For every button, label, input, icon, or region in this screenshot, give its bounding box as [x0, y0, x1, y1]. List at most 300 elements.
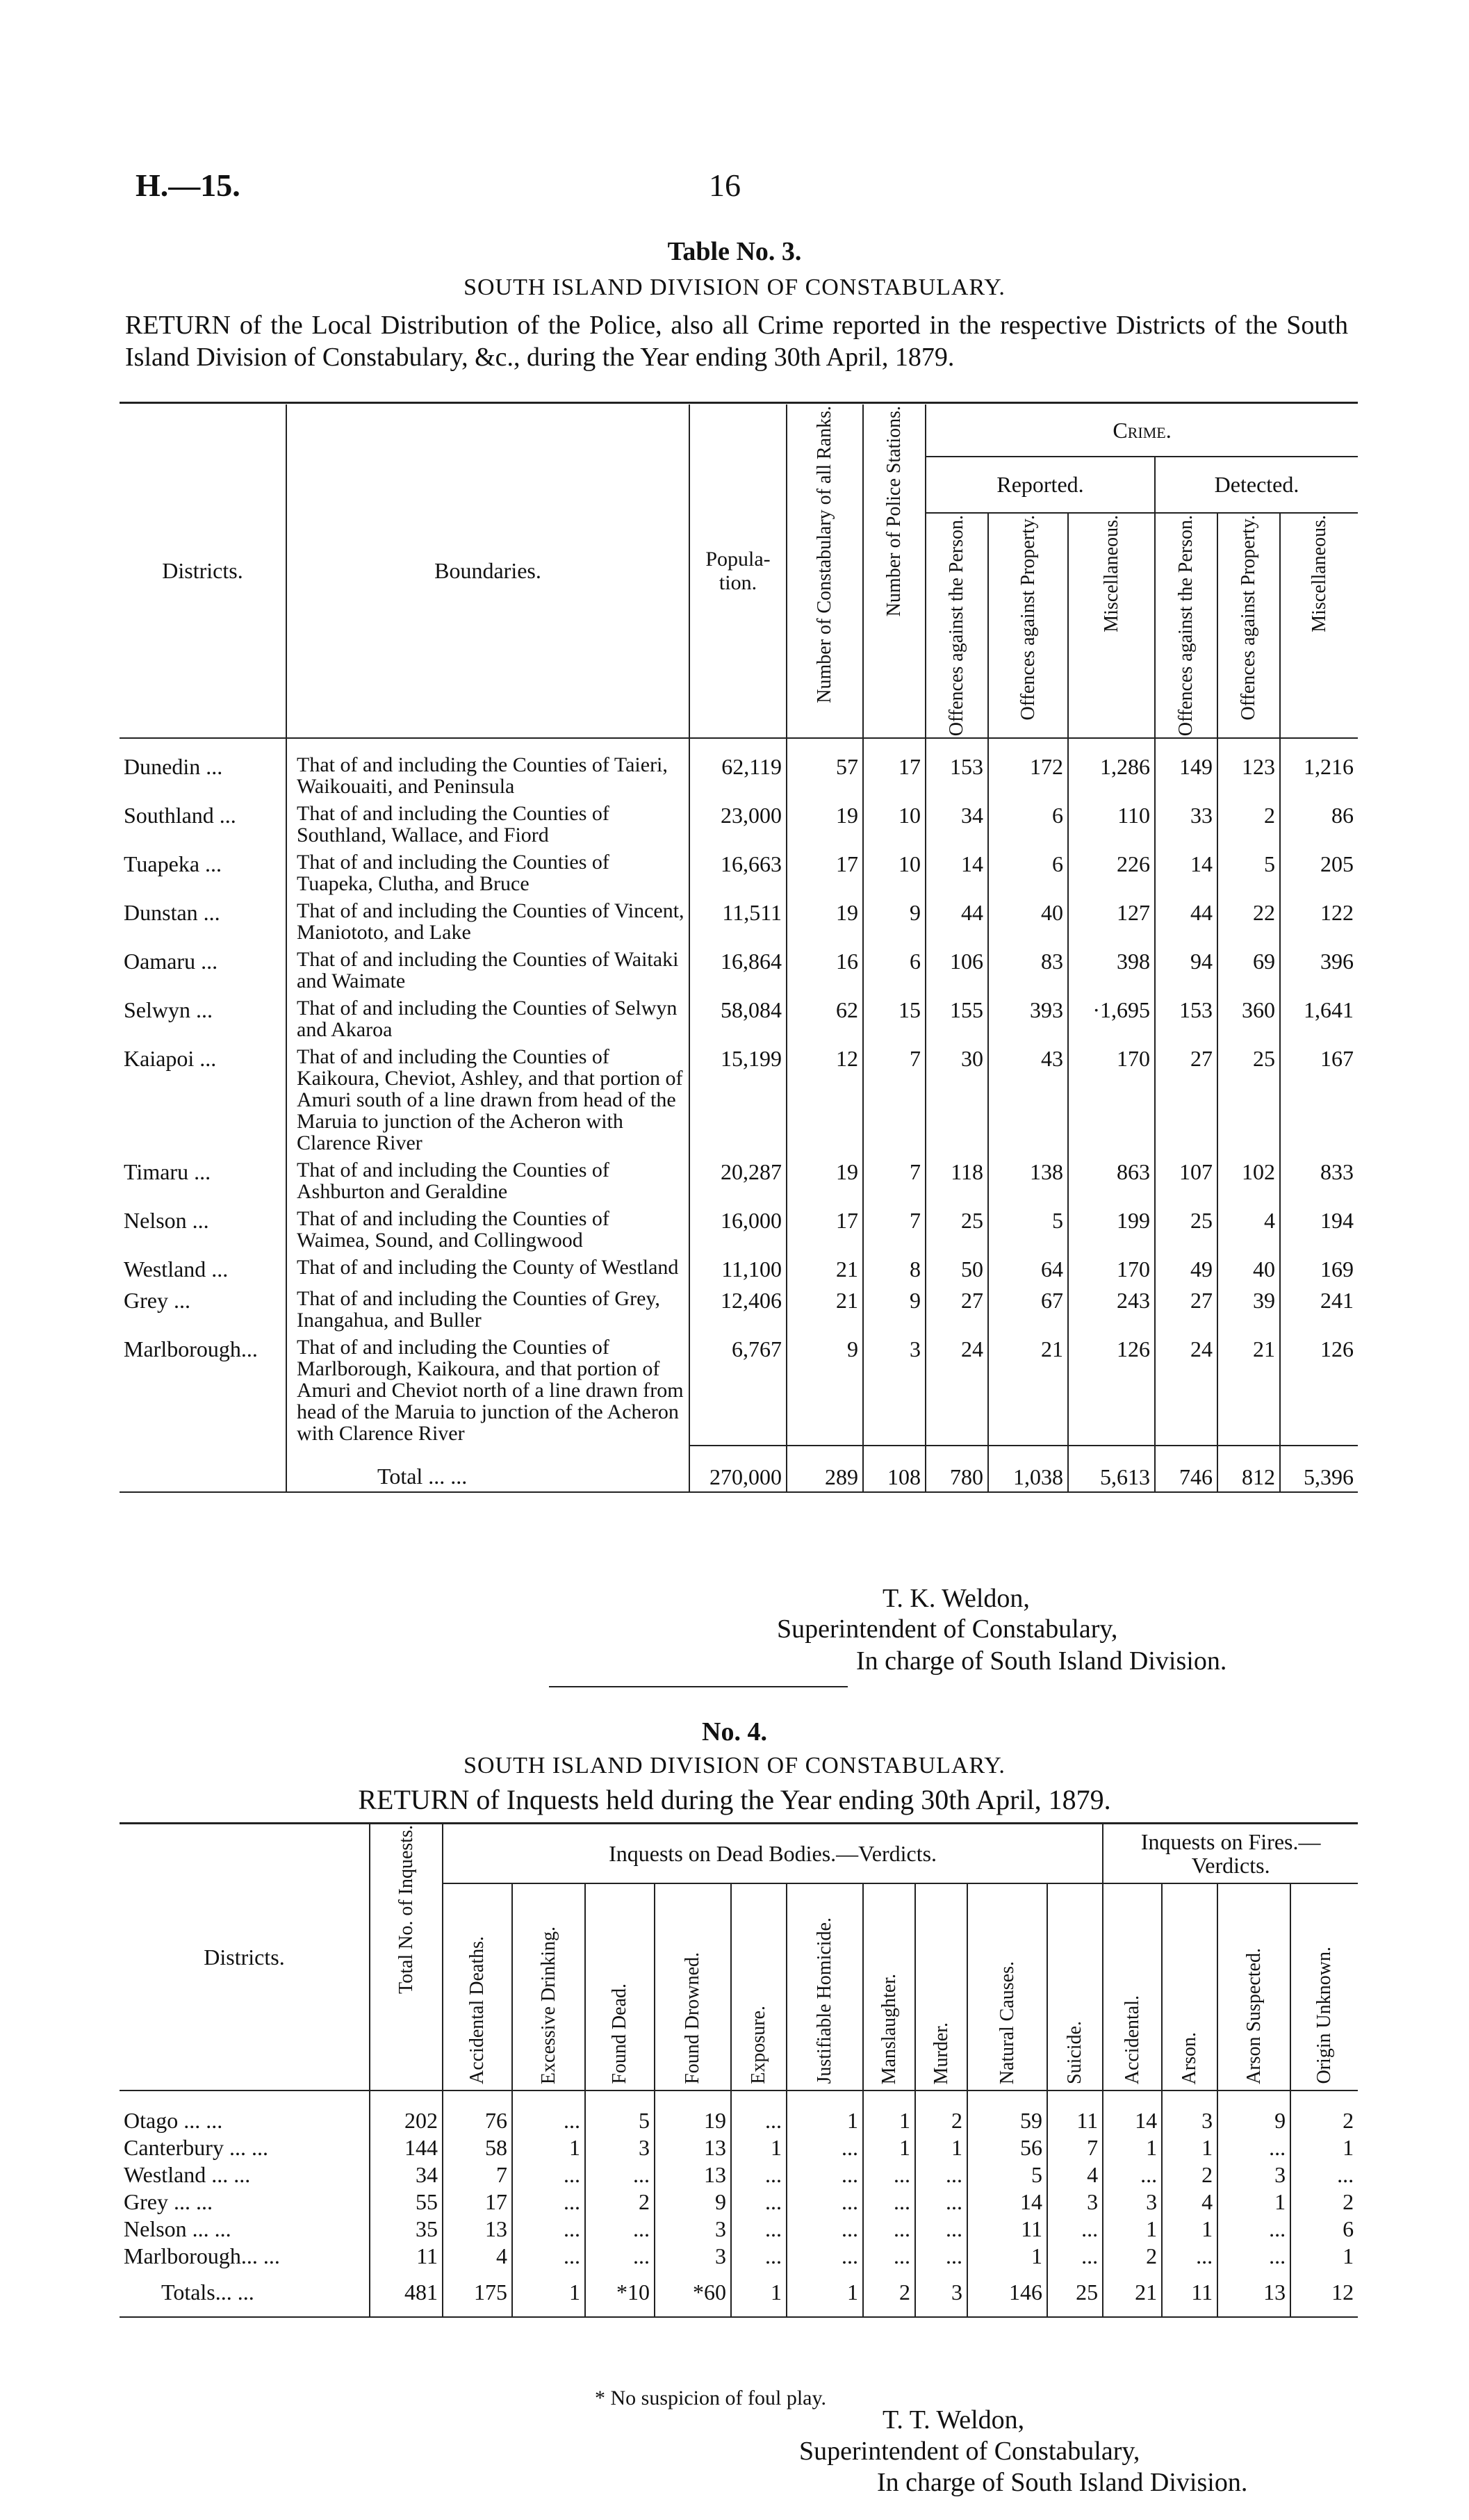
col4-districts: Districts.: [120, 1824, 370, 2091]
cell-rep-misc: 1,286: [1068, 738, 1155, 799]
cell-det-person: 27: [1155, 1284, 1217, 1332]
table3-signature-title: Superintendent of Constabulary,: [777, 1614, 1118, 1644]
district-name: Selwyn ...: [120, 993, 286, 1042]
col4-suicide: Suicide.: [1047, 1883, 1103, 2091]
inquest-cell: ...: [731, 2161, 787, 2188]
cell-rep-person: 153: [926, 738, 988, 799]
table4-title: No. 4.: [702, 1717, 767, 1746]
cell-population: 15,199: [689, 1042, 787, 1155]
table-row: [120, 2243, 1358, 2270]
table-row: [120, 799, 1358, 847]
inquest-cell: ...: [787, 2188, 863, 2216]
totals-cell: 1: [787, 2270, 863, 2317]
cell-det-property: 102: [1217, 1155, 1280, 1204]
district-boundaries: That of and including the Counties of Waitaki and Waimate: [286, 944, 689, 993]
col-det-property: Offences against Property.: [1217, 513, 1280, 738]
table3-subtitle: SOUTH ISLAND DIVISION OF CONSTABULARY.: [463, 275, 1006, 300]
cell-rep-property: 393: [988, 993, 1068, 1042]
inquest-cell: ...: [512, 2216, 585, 2243]
cell-stations: 3: [863, 1332, 926, 1446]
district-name: Timaru ...: [120, 1155, 286, 1204]
inquest-cell: 9: [655, 2188, 731, 2216]
inquest-cell: ...: [1047, 2216, 1103, 2243]
cell-rep-misc: 226: [1068, 847, 1155, 896]
cell-rep-person: 155: [926, 993, 988, 1042]
district-name: Westland ...: [120, 1252, 286, 1284]
cell-rep-person: 34: [926, 799, 988, 847]
totals-cell: *60: [655, 2270, 731, 2317]
inquest-cell: 17: [443, 2188, 512, 2216]
inquest-cell: ...: [1217, 2243, 1290, 2270]
totals-cell: 25: [1047, 2270, 1103, 2317]
cell-det-misc: 833: [1320, 1159, 1354, 1185]
table-row: [120, 944, 1358, 993]
cell-det-misc: 205: [1320, 851, 1354, 877]
col-detected: Detected.: [1155, 457, 1358, 513]
cell-rep-person: 106: [926, 944, 988, 993]
cell-rep-misc: 127: [1068, 896, 1155, 944]
cell-rep-person: 27: [926, 1284, 988, 1332]
total-rep-misc: 5,613: [1068, 1446, 1155, 1492]
inquest-cell: ...: [863, 2188, 915, 2216]
inquest-cell: 1: [512, 2134, 585, 2161]
cell-det-person: 25: [1155, 1204, 1217, 1252]
cell-det-misc: 126: [1320, 1336, 1354, 1362]
cell-population: 11,100: [689, 1252, 787, 1284]
table-row: [120, 1284, 1358, 1332]
table-row: [120, 2134, 1358, 2161]
table-row: [120, 2188, 1358, 2216]
cell-det-person: 33: [1155, 799, 1217, 847]
inquest-cell: 35: [370, 2216, 443, 2243]
inquest-cell: 4: [443, 2243, 512, 2270]
district-name: Dunstan ...: [120, 896, 286, 944]
col-stations: Number of Police Stations.: [863, 404, 926, 738]
cell-rep-person: 50: [926, 1252, 988, 1284]
district-name: Marlborough... ...: [120, 2243, 370, 2270]
inquest-cell: ...: [863, 2243, 915, 2270]
table-row: [120, 1042, 1358, 1155]
district-boundaries: That of and including the Counties of Marlborough, Kaikoura, and that portion of Amuri and Cheviot north of a line drawn from head of the Maruia to junction of the Acheron with Clarence River: [286, 1332, 689, 1446]
district-boundaries: That of and including the Counties of Kaikoura, Cheviot, Ashley, and that portion of Amuri south of a line drawn from head of the Maruia to junction of the Acheron with Clarence River: [286, 1042, 689, 1155]
inquest-cell: ...: [512, 2091, 585, 2134]
inquest-cell: 1: [787, 2091, 863, 2134]
cell-det-person: 44: [1155, 896, 1217, 944]
inquest-cell: 3: [585, 2134, 655, 2161]
cell-det-misc: 1,641: [1304, 997, 1354, 1023]
col-rep-misc: Miscellaneous.: [1068, 513, 1155, 738]
inquest-cell: ...: [787, 2134, 863, 2161]
table3-police-distribution: [120, 404, 1358, 1493]
cell-rep-misc: 863: [1068, 1155, 1155, 1204]
col-rep-property: Offences against Property.: [988, 513, 1068, 738]
total-det-person: 746: [1155, 1446, 1217, 1492]
inquest-cell: 1: [863, 2134, 915, 2161]
cell-population: 12,406: [689, 1284, 787, 1332]
cell-population: 62,119: [689, 738, 787, 799]
cell-det-misc: 1,216: [1304, 754, 1354, 780]
district-boundaries: That of and including the Counties of Taieri, Waikouaiti, and Peninsula: [286, 738, 689, 799]
cell-rep-property: 6: [988, 799, 1068, 847]
cell-det-misc: 167: [1320, 1046, 1354, 1072]
inquest-cell: 3: [1162, 2091, 1217, 2134]
section-divider: [549, 1686, 848, 1687]
inquest-cell: ...: [585, 2161, 655, 2188]
cell-constabulary: 19: [787, 896, 863, 944]
inquest-cell: 1: [1343, 2135, 1354, 2160]
inquest-cell: 1: [1343, 2243, 1354, 2268]
table4-signature-title: Superintendent of Constabulary,: [799, 2437, 1140, 2466]
cell-rep-property: 138: [988, 1155, 1068, 1204]
cell-det-person: 49: [1155, 1252, 1217, 1284]
inquest-cell: ...: [915, 2188, 967, 2216]
col-det-misc: Miscellaneous.: [1280, 513, 1358, 738]
inquest-cell: 202: [370, 2091, 443, 2134]
inquest-cell: ...: [731, 2091, 787, 2134]
inquest-cell: 3: [1047, 2188, 1103, 2216]
district-name: Marlborough...: [120, 1332, 286, 1446]
cell-stations: 9: [863, 896, 926, 944]
totals-cell: 1: [731, 2270, 787, 2317]
col-boundaries: Boundaries.: [286, 404, 689, 738]
inquest-cell: 58: [443, 2134, 512, 2161]
inquest-cell: 13: [655, 2134, 731, 2161]
cell-constabulary: 62: [787, 993, 863, 1042]
inquest-cell: 11: [967, 2216, 1047, 2243]
cell-det-property: 5: [1217, 847, 1280, 896]
totals-cell: 1: [512, 2270, 585, 2317]
cell-rep-misc: 243: [1068, 1284, 1155, 1332]
district-name: Nelson ... ...: [120, 2216, 370, 2243]
col4-origin-unknown: Origin Unknown.: [1290, 1883, 1358, 2091]
inquest-cell: 59: [967, 2091, 1047, 2134]
col4-arson: Arson.: [1162, 1883, 1217, 2091]
cell-rep-property: 21: [988, 1332, 1068, 1446]
cell-stations: 7: [863, 1155, 926, 1204]
cell-det-property: 22: [1217, 896, 1280, 944]
cell-constabulary: 17: [787, 847, 863, 896]
cell-rep-property: 64: [988, 1252, 1068, 1284]
inquest-cell: ...: [512, 2243, 585, 2270]
cell-rep-person: 118: [926, 1155, 988, 1204]
cell-stations: 15: [863, 993, 926, 1042]
cell-rep-property: 83: [988, 944, 1068, 993]
cell-det-property: 40: [1217, 1252, 1280, 1284]
cell-stations: 7: [863, 1042, 926, 1155]
col-constabulary: Number of Constabulary of all Ranks.: [787, 404, 863, 738]
district-boundaries: That of and including the Counties of Southland, Wallace, and Fiord: [286, 799, 689, 847]
table3-return-text: RETURN of the Local Distribution of the Police, also all Crime reported in the respective Districts of the South Island Division of Constabulary, &c., during the Year ending 30th April, 1879.: [125, 311, 1348, 372]
cell-det-property: 360: [1217, 993, 1280, 1042]
cell-stations: 10: [863, 799, 926, 847]
cell-constabulary: 16: [787, 944, 863, 993]
cell-det-misc: 122: [1320, 900, 1354, 926]
cell-det-misc: 396: [1320, 949, 1354, 974]
cell-det-person: 27: [1155, 1042, 1217, 1155]
cell-population: 16,000: [689, 1204, 787, 1252]
district-name: Canterbury ... ...: [120, 2134, 370, 2161]
cell-rep-property: 67: [988, 1284, 1068, 1332]
cell-det-property: 39: [1217, 1284, 1280, 1332]
inquest-cell: 2: [1103, 2243, 1162, 2270]
district-name: Dunedin ...: [120, 738, 286, 799]
cell-constabulary: 17: [787, 1204, 863, 1252]
inquest-cell: 34: [370, 2161, 443, 2188]
cell-det-person: 94: [1155, 944, 1217, 993]
inquest-cell: 2: [915, 2091, 967, 2134]
col4-dead-bodies: Inquests on Dead Bodies.—Verdicts.: [443, 1824, 1103, 1883]
col4-murder: Murder.: [915, 1883, 967, 2091]
inquest-cell: 1: [915, 2134, 967, 2161]
inquest-cell: ...: [787, 2216, 863, 2243]
inquest-cell: ...: [1217, 2134, 1290, 2161]
inquest-cell: 1: [731, 2134, 787, 2161]
totals-cell: 21: [1103, 2270, 1162, 2317]
total-stations: 108: [863, 1446, 926, 1492]
totals-cell: 2: [863, 2270, 915, 2317]
col4-accidental: Accidental.: [1103, 1883, 1162, 2091]
inquest-cell: 11: [370, 2243, 443, 2270]
cell-constabulary: 19: [787, 1155, 863, 1204]
cell-stations: 6: [863, 944, 926, 993]
inquest-cell: ...: [915, 2243, 967, 2270]
cell-rep-property: 40: [988, 896, 1068, 944]
inquest-cell: 5: [967, 2161, 1047, 2188]
page-number: 16: [709, 167, 741, 203]
district-boundaries: That of and including the County of Westland: [286, 1252, 689, 1284]
total-rep-person: 780: [926, 1446, 988, 1492]
cell-stations: 8: [863, 1252, 926, 1284]
col-reported: Reported.: [926, 457, 1155, 513]
cell-rep-misc: 170: [1068, 1042, 1155, 1155]
inquest-cell: ...: [1162, 2243, 1217, 2270]
table3-signature-charge: In charge of South Island Division.: [856, 1646, 1227, 1676]
col-crime: Crime.: [926, 404, 1358, 457]
district-boundaries: That of and including the Counties of Grey, Inangahua, and Buller: [286, 1284, 689, 1332]
inquest-cell: 14: [967, 2188, 1047, 2216]
cell-rep-misc: 199: [1068, 1204, 1155, 1252]
cell-rep-property: 6: [988, 847, 1068, 896]
inquest-cell: 3: [655, 2216, 731, 2243]
cell-rep-property: 5: [988, 1204, 1068, 1252]
col4-found-drowned: Found Drowned.: [655, 1883, 731, 2091]
col-districts: Districts.: [120, 404, 286, 738]
cell-det-property: 25: [1217, 1042, 1280, 1155]
cell-rep-property: 172: [988, 738, 1068, 799]
cell-det-property: 69: [1217, 944, 1280, 993]
table4-inquests: [120, 1824, 1358, 2318]
inquest-cell: ...: [1047, 2243, 1103, 2270]
inquest-cell: ...: [1337, 2162, 1354, 2187]
district-name: Grey ...: [120, 1284, 286, 1332]
table-row: [120, 896, 1358, 944]
cell-constabulary: 9: [787, 1332, 863, 1446]
document-reference: H.—15.: [136, 167, 240, 203]
totals-cell: 12: [1290, 2270, 1358, 2317]
inquest-cell: ...: [731, 2243, 787, 2270]
district-name: Southland ...: [120, 799, 286, 847]
table-row: [120, 993, 1358, 1042]
cell-rep-misc: 126: [1068, 1332, 1155, 1446]
inquest-cell: ...: [731, 2216, 787, 2243]
col-det-person: Offences against the Person.: [1155, 513, 1217, 738]
inquest-cell: 13: [443, 2216, 512, 2243]
total-population: 270,000: [689, 1446, 787, 1492]
inquest-cell: ...: [512, 2161, 585, 2188]
district-name: Westland ... ...: [120, 2161, 370, 2188]
col4-manslaughter: Manslaughter.: [863, 1883, 915, 2091]
inquest-cell: 5: [585, 2091, 655, 2134]
inquest-cell: 1: [1217, 2188, 1290, 2216]
table3-top-rule: [120, 402, 1358, 404]
totals-cell: 175: [443, 2270, 512, 2317]
total-constabulary: 289: [787, 1446, 863, 1492]
inquest-cell: 1: [967, 2243, 1047, 2270]
cell-population: 58,084: [689, 993, 787, 1042]
district-name: Nelson ...: [120, 1204, 286, 1252]
cell-stations: 10: [863, 847, 926, 896]
totals-label: Totals... ...: [120, 2270, 370, 2317]
cell-population: 20,287: [689, 1155, 787, 1204]
col4-excessive-drinking: Excessive Drinking.: [512, 1883, 585, 2091]
table3-title: Table No. 3.: [667, 237, 802, 266]
inquest-cell: 9: [1217, 2091, 1290, 2134]
col4-fires: Inquests on Fires.— Verdicts.: [1103, 1824, 1358, 1883]
cell-det-misc: 169: [1320, 1257, 1354, 1282]
col4-justifiable-homicide: Justifiable Homicide.: [787, 1883, 863, 2091]
inquest-cell: 14: [1103, 2091, 1162, 2134]
cell-rep-person: 24: [926, 1332, 988, 1446]
totals-cell: 146: [967, 2270, 1047, 2317]
district-boundaries: That of and including the Counties of Waimea, Sound, and Collingwood: [286, 1204, 689, 1252]
inquest-cell: 3: [655, 2243, 731, 2270]
totals-cell: 3: [915, 2270, 967, 2317]
inquest-cell: 1: [1162, 2134, 1217, 2161]
inquest-cell: 13: [655, 2161, 731, 2188]
district-boundaries: That of and including the Counties of Tuapeka, Clutha, and Bruce: [286, 847, 689, 896]
totals-cell: 11: [1162, 2270, 1217, 2317]
col-rep-person: Offences against the Person.: [926, 513, 988, 738]
col4-accidental-deaths: Accidental Deaths.: [443, 1883, 512, 2091]
total-label: Total ... ...: [286, 1446, 689, 1492]
inquest-cell: 1: [1162, 2216, 1217, 2243]
table-row: [120, 1155, 1358, 1204]
district-boundaries: That of and including the Counties of Ashburton and Geraldine: [286, 1155, 689, 1204]
table-row: [120, 738, 1358, 799]
inquest-cell: 2: [1343, 2108, 1354, 2133]
inquest-cell: ...: [863, 2161, 915, 2188]
inquest-cell: 7: [1047, 2134, 1103, 2161]
cell-stations: 7: [863, 1204, 926, 1252]
district-name: Otago ... ...: [120, 2091, 370, 2134]
inquest-cell: ...: [787, 2161, 863, 2188]
cell-det-person: 14: [1155, 847, 1217, 896]
col-population: Popula-tion.: [689, 404, 787, 738]
inquest-cell: ...: [915, 2161, 967, 2188]
total-rep-property: 1,038: [988, 1446, 1068, 1492]
inquest-cell: 2: [1162, 2161, 1217, 2188]
cell-rep-misc: 170: [1068, 1252, 1155, 1284]
col4-arson-suspected: Arson Suspected.: [1217, 1883, 1290, 2091]
cell-population: 23,000: [689, 799, 787, 847]
table-row: [120, 2161, 1358, 2188]
cell-det-misc: 194: [1320, 1208, 1354, 1234]
table4-subtitle: SOUTH ISLAND DIVISION OF CONSTABULARY.: [463, 1753, 1006, 1778]
table4-footnote: * No suspicion of foul play.: [595, 2387, 827, 2409]
inquest-cell: ...: [915, 2216, 967, 2243]
cell-det-property: 4: [1217, 1204, 1280, 1252]
inquest-cell: 4: [1162, 2188, 1217, 2216]
cell-det-misc: 241: [1320, 1288, 1354, 1314]
col4-total: Total No. of Inquests.: [370, 1824, 443, 2091]
cell-det-person: 107: [1155, 1155, 1217, 1204]
table4-signature-charge: In charge of South Island Division.: [877, 2468, 1248, 2497]
cell-constabulary: 21: [787, 1252, 863, 1284]
inquest-cell: 7: [443, 2161, 512, 2188]
cell-det-property: 21: [1217, 1332, 1280, 1446]
inquest-cell: ...: [1217, 2216, 1290, 2243]
cell-rep-misc: 110: [1068, 799, 1155, 847]
inquest-cell: ...: [585, 2243, 655, 2270]
table-row: [120, 847, 1358, 896]
table-row: [120, 2091, 1358, 2134]
district-name: Oamaru ...: [120, 944, 286, 993]
inquest-cell: 3: [1217, 2161, 1290, 2188]
table-row: [120, 1204, 1358, 1252]
totals-cell: 481: [370, 2270, 443, 2317]
table-row: [120, 2216, 1358, 2243]
district-boundaries: That of and including the Counties of Selwyn and Akaroa: [286, 993, 689, 1042]
inquest-cell: 11: [1047, 2091, 1103, 2134]
inquest-cell: 2: [1343, 2189, 1354, 2214]
cell-det-person: 24: [1155, 1332, 1217, 1446]
cell-rep-person: 25: [926, 1204, 988, 1252]
col4-exposure: Exposure.: [731, 1883, 787, 2091]
inquest-cell: 76: [443, 2091, 512, 2134]
cell-constabulary: 12: [787, 1042, 863, 1155]
cell-constabulary: 21: [787, 1284, 863, 1332]
table4-return-text: RETURN of Inquests held during the Year ending 30th April, 1879.: [358, 1784, 1111, 1815]
cell-det-misc: 86: [1331, 803, 1354, 828]
total-det-misc: 5,396: [1280, 1446, 1358, 1492]
total-det-property: 812: [1217, 1446, 1280, 1492]
inquest-cell: 1: [1103, 2216, 1162, 2243]
totals-cell: *10: [585, 2270, 655, 2317]
inquest-cell: 1: [1103, 2134, 1162, 2161]
cell-population: 6,767: [689, 1332, 787, 1446]
inquest-cell: 2: [585, 2188, 655, 2216]
cell-population: 16,864: [689, 944, 787, 993]
cell-constabulary: 19: [787, 799, 863, 847]
total-row: [120, 1446, 1358, 1492]
district-name: Grey ... ...: [120, 2188, 370, 2216]
inquest-cell: ...: [585, 2216, 655, 2243]
cell-det-person: 149: [1155, 738, 1217, 799]
inquest-cell: 6: [1343, 2216, 1354, 2241]
totals-row: [120, 2270, 1358, 2317]
district-name: Kaiapoi ...: [120, 1042, 286, 1155]
inquest-cell: 1: [863, 2091, 915, 2134]
inquest-cell: ...: [787, 2243, 863, 2270]
table3-signature-name: T. K. Weldon,: [883, 1584, 1030, 1613]
table-row: [120, 1332, 1358, 1446]
col4-found-dead: Found Dead.: [585, 1883, 655, 2091]
inquest-cell: 55: [370, 2188, 443, 2216]
cell-rep-person: 14: [926, 847, 988, 896]
cell-det-property: 2: [1217, 799, 1280, 847]
cell-rep-misc: 398: [1068, 944, 1155, 993]
district-name: Tuapeka ...: [120, 847, 286, 896]
